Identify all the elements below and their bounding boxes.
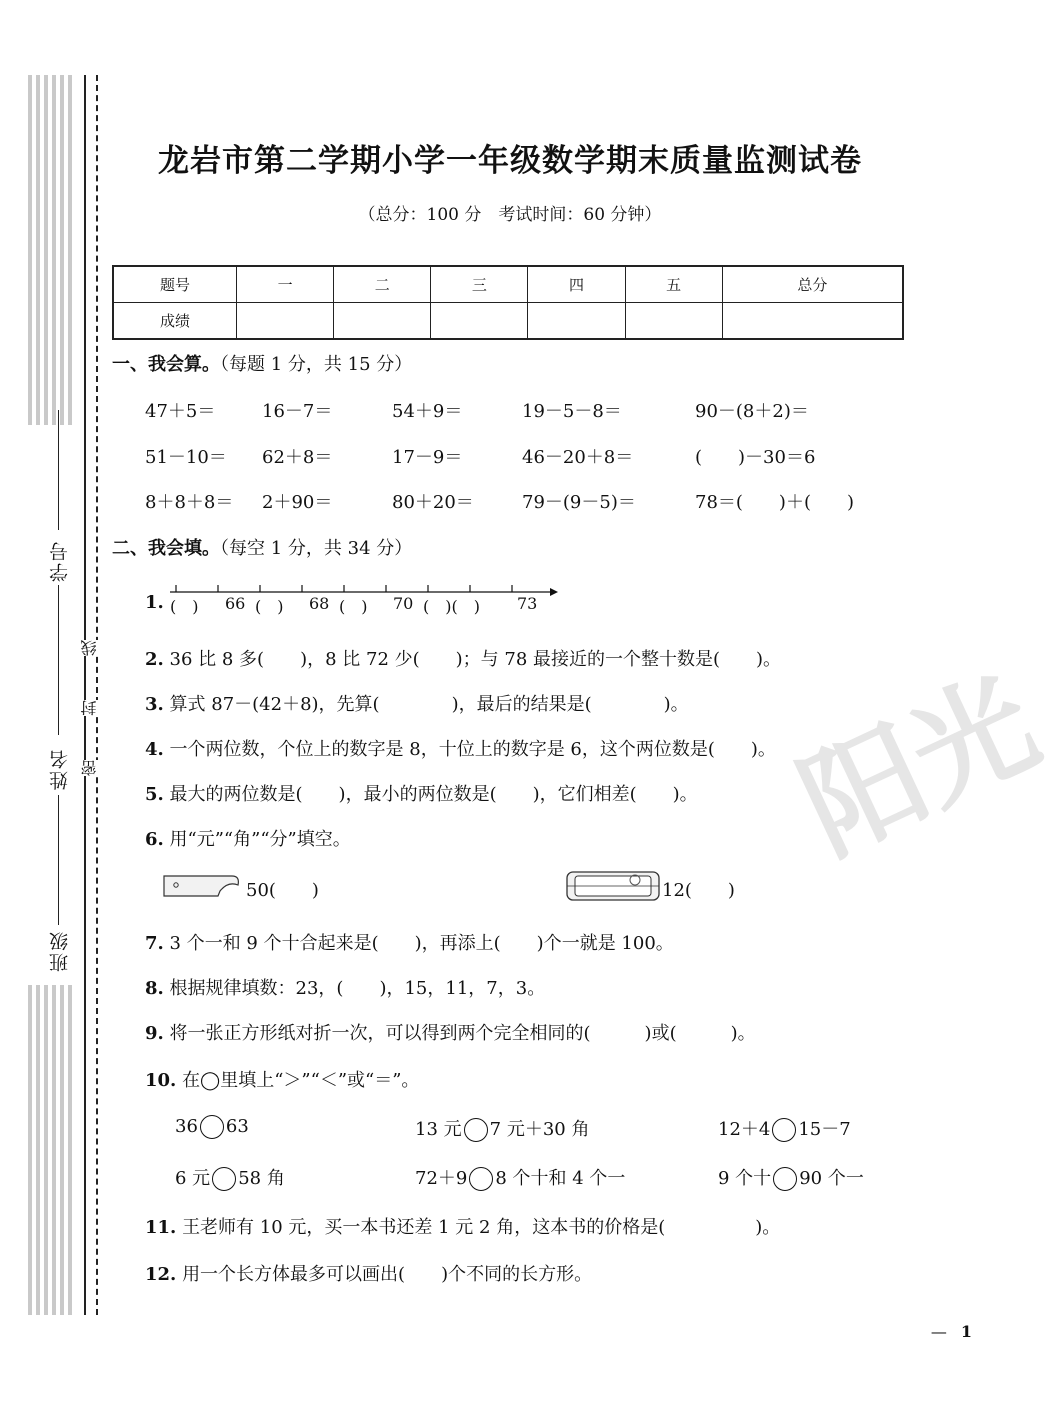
calc-item: 80＋20＝ [392,492,474,513]
table-cell: 题号 [113,266,237,303]
compare-item: 13 元 7 元＋30 角 [415,1119,590,1140]
calc-item: 2＋90＝ [262,492,333,513]
calc-item: 78＝( )＋( ) [695,492,854,513]
table-cell: 四 [528,266,625,303]
number-line-label: 66 [225,594,246,613]
compare-circle[interactable] [212,1167,236,1191]
class-label: 班级 [49,930,71,972]
calc-item: 54＋9＝ [392,401,463,422]
student-id-blank-line [58,410,59,530]
binding-stripes-top [28,75,72,425]
table-row [113,266,903,303]
calc-item: 79－(9－5)＝ [522,492,636,513]
question-9: 9. 将一张正方形纸对折一次，可以得到两个完全相同的( )或( )。 [145,1023,756,1044]
calc-item: 8＋8＋8＝ [145,492,234,513]
compare-item: 9 个十 90 个一 [718,1168,864,1189]
section2-heading [112,534,412,560]
question-5: 5. 最大的两位数是( )，最小的两位数是( )，它们相差( )。 [145,784,698,805]
table-cell: 一 [237,266,334,303]
table-cell: 成绩 [113,303,237,340]
calc-item: 19－5－8＝ [522,401,622,422]
seal-char-seal: 封 [80,700,99,716]
table-row [113,303,903,340]
calc-item: 16－7＝ [262,401,333,422]
eraser-icon [162,873,242,899]
score-input-cell[interactable] [237,303,334,340]
calc-item: 90－(8＋2)＝ [695,401,809,422]
question-4: 4. 一个两位数，个位上的数字是 8，十位上的数字是 6，这个两位数是( )。 [145,739,776,760]
compare-item: 72＋9 8 个十和 4 个一 [415,1168,626,1189]
compare-circle[interactable] [773,1167,797,1191]
question-12: 12. 用一个长方体最多可以画出( )个不同的长方形。 [145,1264,593,1285]
question-11: 11. 王老师有 10 元，买一本书还差 1 元 2 角，这本书的价格是( )。 [145,1217,781,1238]
section2-note: （每空 1 分，共 34 分） [220,538,413,559]
calc-item: 17－9＝ [392,447,463,468]
compare-circle[interactable] [772,1118,796,1142]
section2-title: 二、我会填。 [112,538,220,559]
q6-item-pencil-case: 12( ) [662,880,735,901]
exam-info: （总分：100 分 考试时间：60 分钟） [358,205,662,225]
score-table [112,265,904,340]
table-cell: 二 [334,266,431,303]
score-input-cell[interactable] [528,303,625,340]
number-line-label: 73 [517,594,538,613]
compare-circle[interactable] [464,1118,488,1142]
binding-solid-line [84,75,86,1315]
section1-title: 一、我会算。 [112,354,220,375]
table-cell: 总分 [722,266,903,303]
question-7: 7. 3 个一和 9 个十合起来是( )，再添上( )个一就是 100。 [145,933,674,954]
question-3: 3. 算式 87－(42＋8)，先算( )，最后的结果是( )。 [145,694,689,715]
question-6: 6. 用“元”“角”“分”填空。 [145,829,351,850]
table-cell: 五 [625,266,722,303]
number-line-blank[interactable]: ( ) [255,597,284,616]
number-line-blank[interactable]: ( ) [339,597,368,616]
class-blank-line [58,795,59,925]
page-number: — 1 [930,1322,972,1341]
student-id-label: 学号 [49,540,71,582]
section1-heading [112,350,412,376]
watermark-text: 阳光 [781,653,1058,881]
calc-item: 51－10＝ [145,447,227,468]
watermark [760,580,1058,881]
name-label: 姓名 [49,748,71,790]
pencil-case-icon [565,866,663,906]
seal-char-secret: 密 [80,760,99,776]
seal-char-line: 线 [80,640,99,656]
calc-item: 46－20＋8＝ [522,447,634,468]
compare-item: 6 元 58 角 [175,1168,285,1189]
table-cell: 三 [431,266,528,303]
number-line-label: 70 [393,594,414,613]
compare-circle[interactable] [200,1115,224,1139]
question-2: 2. 36 比 8 多( )，8 比 72 少( )；与 78 最接近的一个整十数是( )。 [145,649,782,670]
score-input-cell[interactable] [334,303,431,340]
name-blank-line [58,585,59,735]
compare-item: 12＋4 15－7 [718,1119,851,1140]
number-line-label: 68 [309,594,330,613]
score-input-cell[interactable] [625,303,722,340]
q6-item-eraser: 50( ) [246,880,319,901]
score-input-cell[interactable] [722,303,903,340]
calc-item: ( )－30＝6 [695,447,816,468]
calc-item: 62＋8＝ [262,447,333,468]
calc-item: 47＋5＝ [145,401,216,422]
question-10: 10. 在◯里填上“＞”“＜”或“＝”。 [145,1070,420,1091]
binding-stripes-bottom [28,985,72,1315]
section1-note: （每题 1 分，共 15 分） [220,354,413,375]
score-input-cell[interactable] [431,303,528,340]
number-line-blank[interactable]: ( )( ) [423,597,480,616]
compare-circle[interactable] [469,1167,493,1191]
binding-dashed-line [96,75,98,1315]
page-title: 龙岩市第二学期小学一年级数学期末质量监测试卷 [158,143,862,179]
number-line-blank[interactable]: ( ) [170,597,199,616]
compare-item: 36 63 [175,1116,249,1137]
question-8: 8. 根据规律填数：23，( )，15，11，7，3。 [145,978,546,999]
question-number: 1. [145,592,164,613]
